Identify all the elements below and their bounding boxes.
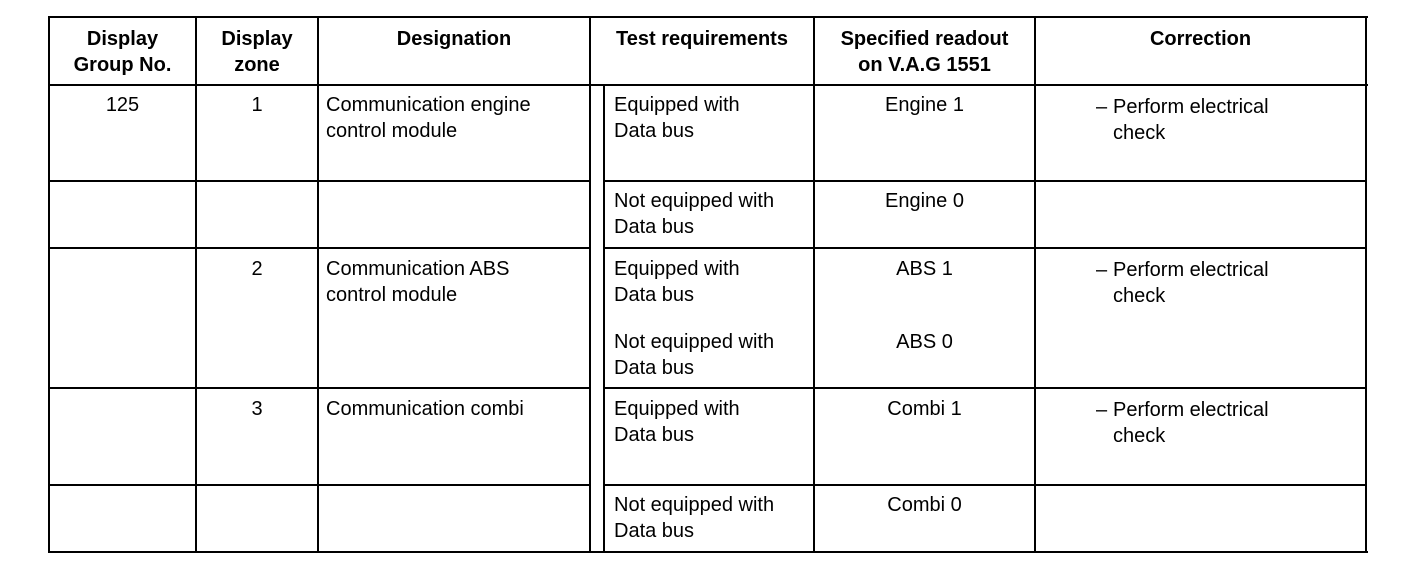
column-divider — [317, 16, 319, 553]
header-specified-readout: Specified readout on V.A.G 1551 — [840, 28, 1009, 76]
cell-designation: Communication ABS control module — [326, 258, 510, 306]
cell-test-requirement: Not equipped with Data bus — [614, 494, 775, 542]
cell-test-requirement: Equipped with Data bus — [614, 94, 740, 142]
row-divider — [603, 387, 1367, 389]
cell-test-requirement: Not equipped with Data bus — [614, 331, 775, 379]
header-test-requirements: Test requirements — [616, 28, 788, 50]
cell-zone: 3 — [251, 398, 263, 420]
header-zone: Display zone — [221, 28, 293, 76]
bracket-line — [603, 388, 605, 551]
cell-designation: Communication combi — [326, 398, 524, 420]
bullet-dash: – — [1096, 399, 1108, 421]
cell-test-requirement: Equipped with Data bus — [614, 258, 740, 306]
cell-readout: ABS 1 — [896, 258, 953, 280]
cell-zone: 2 — [251, 258, 263, 280]
table-border-top — [48, 16, 1368, 18]
cell-readout: Combi 0 — [887, 494, 962, 516]
cell-correction: Perform electrical check — [1113, 259, 1269, 307]
cell-readout: Engine 1 — [885, 94, 964, 116]
row-divider — [603, 247, 1367, 249]
cell-readout: Engine 0 — [885, 190, 964, 212]
header-correction: Correction — [1149, 28, 1252, 50]
header-designation: Designation — [396, 28, 512, 50]
table-border-right — [1365, 16, 1367, 553]
table-border-bottom — [48, 551, 1368, 553]
cell-correction: Perform electrical check — [1113, 399, 1269, 447]
bracket-line — [603, 180, 605, 248]
bracket-line — [603, 248, 605, 388]
cell-designation: Communication engine control module — [326, 94, 531, 142]
bullet-dash: – — [1096, 96, 1108, 118]
bracket-line — [603, 85, 605, 180]
cell-readout: ABS 0 — [896, 331, 953, 353]
cell-zone: 1 — [251, 94, 263, 116]
row-divider — [603, 484, 1367, 486]
cell-group-no: 125 — [105, 94, 140, 116]
row-divider — [48, 484, 589, 486]
header-group-no: Display Group No. — [73, 28, 172, 76]
bullet-dash: – — [1096, 259, 1108, 281]
diagnostic-table — [48, 16, 1368, 553]
row-divider — [48, 387, 589, 389]
cell-test-requirement: Not equipped with Data bus — [614, 190, 775, 238]
row-divider — [48, 247, 589, 249]
cell-test-requirement: Equipped with Data bus — [614, 398, 740, 446]
column-divider — [1034, 16, 1036, 553]
header-divider — [48, 84, 1368, 86]
cell-correction: Perform electrical check — [1113, 96, 1269, 144]
row-divider — [603, 180, 1367, 182]
column-divider — [589, 16, 591, 553]
cell-readout: Combi 1 — [887, 398, 962, 420]
row-divider — [48, 180, 589, 182]
